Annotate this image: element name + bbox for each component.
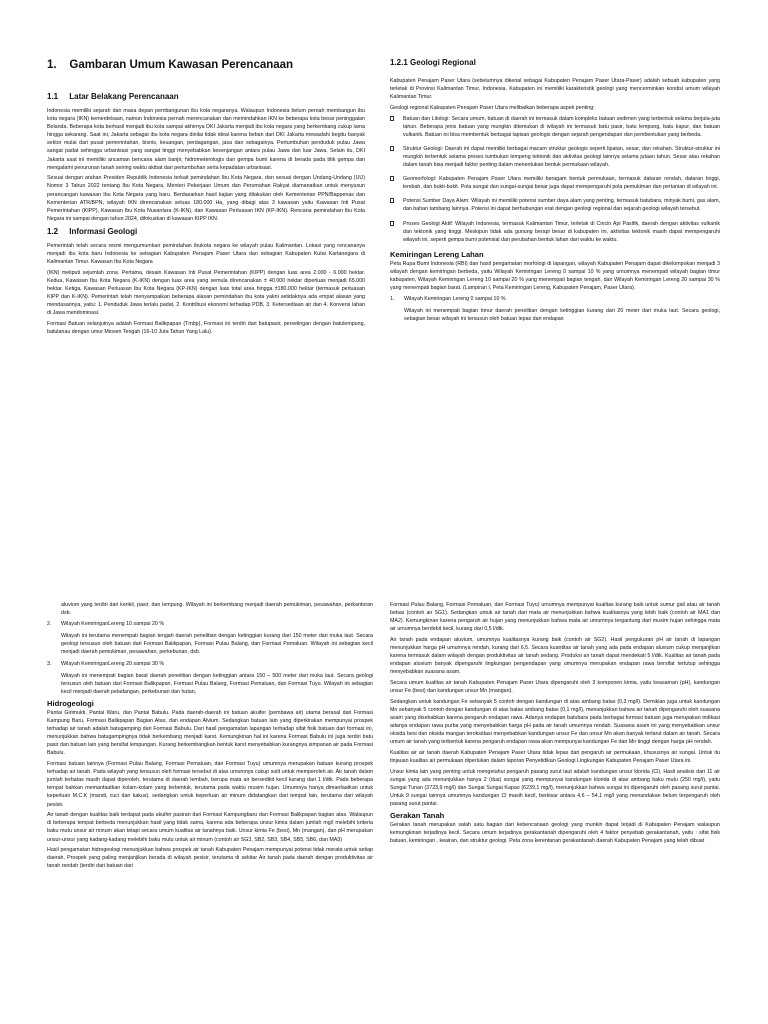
paragraph: aluvium yang terdiri dari kerikil, pasir, dan lempung. Wilayah ini berkembang menjadi daerah pemukiman, pesawahan, perkantoran dsb.	[61, 602, 373, 617]
paragraph: Kualitas air air tanah daerah Kabupaten Penajam Paser Utara tidak lepas dari pengaruh air permukaan, khususnya air sungai. Untuk itu tinjauan kualitas air permukaan diperlukan dalam laporan Penyelidikan Geologi Lingkungan Kabupaten Penajam Paser Utara ini.	[390, 749, 720, 765]
paragraph: Formasi Batuan selanjutnya adalah Formasi Balikpapan (Tmbp), Formasi ini terdiri dari batupasir, perselingan dengan batulempung, batulanau dengan umur Miosen Tengah (16-10 Juta Tahun Yang Lalu).	[47, 320, 365, 336]
geology-aspects-list	[390, 115, 720, 244]
list-item: Potensi Sumber Daya Alam: Wilayah ini memiliki potensi sumber daya alam yang penting, termasuk batubara, minyak bumi, gas alam, dan bahan tambang lainnya. Potensi ini dapat berhubungan erat dengan geologi regional dan sejarah geologi wilayah tersebut.	[390, 197, 720, 213]
paragraph: Pemerintah telah secara resmi mengumumkan pemindahan ibukota negara ke wilayah pulau Kalimantan. Lokasi yang rencananya menjadi ibu kota baru Indonesia ke sebagian Kabupaten Penajam Paser Utara dan sebagian Kabupaten Kutai Kartanegara di Kalimantan Timur. Kawasan Ibu Kota Negara	[47, 242, 365, 266]
paragraph: Air tanah dengan kualitas baik terdapat pada akuifer pasiran dari Formasi Kampungbaru dan Formasi Balikpapan bagian atas. Walaupun di beberapa tempat berbeda menunjukkan hasil yang tidak sama, karena ada beberapa unsur kimia dalam jumlah mg/l melebihi kriteria baku mutu unsur air minum akan tetapi secara umum kualitas air tanahnya baik. Unsur kimia Fe (besi), Mn (mangan), dan pH merupakan unsur-unsur yang kadang-kadang melebihi baku mutu untuk air minum (contoh air SG3, SB2, SB3, SB4, SB5, SB6, dan MA3)	[47, 812, 373, 843]
numbered-item: 2. Wilayah KemiringanLereng 10 sampai 20 %	[47, 621, 165, 628]
document-page-top	[0, 0, 768, 480]
paragraph: Wilayah ini terutama menempati bagian tengah daerah penelitian dengan ketinggian kurang dari 150 meter dari muka laut. Secara geologi tersusun oleh batuan dari Formasi Balikpapan, Formasi Pulau Balang, dan Formasi Pemaluan. Wilayah ini sebagian kecil menjadi daerah pemukiman, pesawahan, perkebunan, dsb.	[61, 633, 373, 656]
heading-hidrogeologi: Hidrogeologi	[47, 698, 94, 708]
list-item: Batuan dan Litologi: Secara umum, batuan di daerah ini termasuk dalam kompleks batuan sedimen yang terbentuk selama berjuta-juta tahun. Beberapa jenis batuan yang mungkin ditemukan di wilayah ini termasuk batu pasir, batu lempung, batu kapur, dan batuan vulkanik. Batuan ini bisa membentuk berbagai lapisan geologis dengan sejarah pengendapan dan pembentukan yang berbeda.	[390, 115, 720, 139]
paragraph: Air tanah pada endapan aluvium, umumnya kualitasnya kurang baik (contoh air SG2). Hasil pengukuran pH air tanah di lapangan menunjukkan harga pH umumnya rendah, kurang dari 6,5. Secara kuantitas air tanah yang ada pada endapan aluvium cukup menjanjikan karena termasuk dalam wilayah dengan produktivitas air tanah sedang. Produksi air tanah dapat mendekati 5 l/dtk. Kualitas air tanah pada endapan aluvium banyak dipengaruhi lingkungan pengendapan yang umumnya merupakan endapan rawa bersifat tertutup sehingga menyebabkan suasana asam.	[390, 636, 720, 676]
heading-kemiringan-lereng: Kemiringan Lereng Lahan	[390, 249, 484, 259]
paragraph: Wilayah ini menempati bagian timur daerah penelitian dengan ketinggian kurang dari 20 meter dari muka laut. Secara geologi, sebagian besar wilayah ini tersusun oleh batuan lepas dari endapan	[404, 308, 720, 323]
paragraph: Indonesia memiliki sejarah dan masa depan pembangunan ibu kota negaranya. Walaupun Indonesia belum pernah membangun ibu kota negara (IKN) kemerdekaan, namun Indonesia pernah merencanakan dan memindahkan IKN ke beberapa kota besar peninggalan Belanda. Beberapa kota berhasil menjadi ibu kota sampai akhirnya DKI Jakarta menjadi ibu kota negara yang berkembang cukup lama hingga sekarang. Saat ini, Jakarta sebagai ibu kota negara dinilai tidak ideal karena beban dari DKI Jakarta mewadahi begitu banyak sektor mulai dari pusat pemerintahan, bisnis, keuangan, perdagangan, jasa dan sebagainya. Pertumbuhan penduduk pulau Jawa sangat padat sehingga urbanisasi yang sangat tinggi menyebabkan kesenjangan antara pulau Jawa dan luar Jawa. Selain itu, DKI Jakarta saat ini memiliki ancaman bencana alam banjir, hidrometerologis dan gempa bumi karena di berada pada titik gempa dan mengalami penurunan tanah seiring waktu akibat dari pertumbuhan serta kepadatan urbanisasi.	[47, 108, 365, 171]
right-column-top	[390, 58, 720, 326]
paragraph: Sedangkan untuk kandungan Fe sebanyak 5 contoh dengan kandungan di atas ambang batas (0,3 mg/l). Demikian juga untuk kandungan Mn sebanyak 5 contoh dengan kandungan di atas batas ambang batas (0,1 mg/l), menunjukkan bahwa air tanah dipengaruhi oleh suasana asam yang disebabkan karena pengaruh endapan rawa. Adanya endapan batubara pada berbagai formasi batuan juga merupakan indikasi adanya endapan rawa purba yang menyebabkan harga pH pada air tanah umumnya rendah. Suasana asam ini yang menyebabkan unsur oksida besi dan oksida mangan teroksidasi menyebabkan kandungan unsur Fe dan unsur Mn akan banyak terlarut dalam air tanah. Secara umum air tanah yang terbentuk karena pengaruh endapan rawa akan mempunyai kandungan Fe dan Mn tinggi dengan harga pH rendah.	[390, 698, 720, 746]
paragraph: Peta Rupa Bumi Indonesia (RBI) dan hasil pengamatan morfologi di lapangan, wilayah Kabupaten Penajam dapat dikelompokan menjadi 3 wilayah dengan kemiringan berbeda, yaitu Wilayah Kemiringan Lereng 0 sampai 10 % yang umumnya menempati wilayah bagian timur kabupaten, Wilayah Kemiringan Lereng 10 sampai 20 % yang menempati bagian tengah, dan Wilayah Kemiringan Lereng 20 sampai 30 % yang menempati bagian barat. (Lampiran I, Peta Kemiringan Lereng, Kabupaten Penajam, Paser Utara).	[390, 260, 720, 292]
paragraph: (IKN) meliputi sejumlah zona. Pertama, desain Kawasan Inti Pusat Pemerintahan (KIPP) dengan luas area 2.000 - 6.000 hektar. Kedua, Kawasan Ibu Kota Negara (K-IKN) dengan luas area yang semula direncanakan ± 40.000 hektar diperluas menjadi 65.000 hektar. Ketiga, Kawasan Perluasan Ibu Kota Negara (KP-IKN) dengan luas total area hingga ±180.000 hektar (termasuk perluasan KIPP dan K-IKN). Pemerintah telah menyampaikan beberapa alasan pemindahan ibu kota yakni setidaknya ada empat alasan yang mendasarinya, yaitu: 1. Penduduk Jawa terlalu padat, 2. Kontribusi ekonomi terhadap PDB, 3. Ketersediaan air dan 4. Konversi lahan di Jawa mendominasi.	[47, 269, 365, 317]
paragraph: Pantai Girimukti, Pantai Waru, dan Pantai Babulu. Pada daerah-daerah ini batuan akuifer (pembawa air) utama berasal dari Formasi Kampung Baru, Formasi Balikpapan Bagian Atas, dan endapan Alvium. Sedangkan batuan lain yang diperkirakan mempunyai prospek terhadap air tanah adalah batugamping dari Formasi Babulu. Dari hasil pengamatan lapangan terhadap sifat fisik batuan dari formasi ini, menunjukkan bahwa batugampingnya tidak berkembang menjadi karst. Kemungkinan hal ini karena Formasi Babulu ini juga terdiri batu pasir dan batuan lain yang bersifat lempungan. Kurang berkembangkan bentuk karst menyebabkan kurangnya simpanan air pada Formasi Babulu.	[47, 709, 373, 757]
paragraph: Formasi Pulau Balang, Formasi Pemaluan, dan Formasi Tuyu) umumnya mempunyai kualitas kurang baik untuk sumur gali atau air tanah bebas (contoh air SG1). Sedangkan untuk air tanah dari mata air menunjukkan bahwa kualitasnya yang lebih baik (contoh air MA1 dan MA2). Kemungkinan karena pengaruh air hujan yang menunjukkan bahwa mata air umumnya tergantung dari musim hujan sehingga mata air umumnya berdebit kecil, kurang dari 0,5 l/dtk.	[390, 602, 720, 633]
numbered-item: 1. Wilayah Kemiringan Lereng 0 sampai 10 %	[390, 296, 506, 303]
paragraph: Sesuai dengan arahan Presiden Republik Indonesia terkait pemindahan Ibu Kota Negara, dan sesuai dengan Undang-Undang (UU) Nomor 3 Tahun 2022 tentang Ibu Kota Negara, Menteri Pekerjaan Umum dan Perumahan Rakyat diamanatkan untuk menyusun perancangan kawasan Ibu Kota Negara yang baru. Berdasarkan hasil kajian yang dilakukan oleh Kementerian PPN/Bappenas dan Kementerian ATR/BPN, wilayah IKN direncanakan seluas 180.000 Ha, yang dibagi atas 3 kawasan yaitu Kawasan Inti Pusat Pemerintahan (KIPP), Kawasan Ibu Kota Nusantara (K-IKN), dan Kawasan Perluasan IKN (KP-IKN). Rencana pemindahan Ibu Kota Negara ini sampai dengan tahun 2024, difokuskan di kawasan KIPP IKN.	[47, 175, 365, 222]
numbered-item: 3. Wilayah KemiringanLereng 20 sampai 30 %	[47, 660, 165, 667]
right-column-bottom	[390, 601, 720, 848]
list-item: Geomorfologi: Kabupaten Penajam Paser Utara memiliki beragam bentuk permukaan, termasuk dataran rendah, dataran tinggi, lembah, dan bukit-bukit. Pola sungai dan sungai-sungai besar juga dapat mempengaruhi pola pemukiman dan pertanian di wilayah ini.	[390, 175, 720, 191]
section-title-1-2: 1.2 Informasi Geologi	[47, 226, 138, 236]
bullet-box-icon	[390, 198, 394, 203]
bullet-box-icon	[390, 146, 394, 151]
paragraph: Kabupaten Penajam Paser Utara (sebelumnya dikenal sebagai Kabupaten Penajam Paser Utara-Paser) adalah sebuah kabupaten yang terletak di Provinsi Kalimantan Timur, Indonesia. Kabupaten ini memiliki karakteristik geologi yang mencerminkan kondisi umum wilayah Kalimantan Timur.	[390, 78, 720, 101]
page-gap	[0, 480, 768, 596]
heading-gerakan-tanah: Gerakan Tanah	[390, 811, 445, 821]
section-title-1-1: 1.1 Latar Belakang Perencanaan	[47, 92, 179, 101]
paragraph: Gerakan tanah merupakan salah satu bagian dari kebencanaan geologi yang munkin dapat terjadi di Kabupaten Penajam walaupun kemungkinan terjadinya kecil. Secara umum terjadinya gerakantanah dipengaruhi oleh 4 faktor penyebab gerakantanah, yaitu : sifat fisik batuan, kemiringan , keairan, dan struktur geologi. Peta zona kerentanan gerakantanah daerah Kabupaten Penajam yang telah dibuat	[390, 822, 720, 845]
paragraph: Secara umum kualitas air tanah Kabupaten Penajam Paser Utara dipengaruhi oleh 3 komponen kimia, yaitu keasaman (pH), kandungan unsur Fe (besi) dan kandungan unsur Mn (mangan).	[390, 680, 720, 695]
chapter-title: 1. Gambaran Umum Kawasan Perencanaan	[47, 59, 294, 71]
paragraph: Wilayah ini menempati bagian barat daerah penelitian dengan ketinggian antara 150 – 500 meter dari muka laut. Secara geologi tersusun oleh batuan dari Formasi Balikpapan, Formasi Pulau Balang, Formasi Pemaluan, dan Formasi Tuyu. Wilayah ini sebagian kecil menjadi daerah peladangan, perkebunan dan hutan,	[61, 672, 373, 695]
list-item: Proses Geologi Aktif: Wilayah Indonesia, termasuk Kalimantan Timur, terletak di Cincin Api Pasifik, daerah dengan aktivitas vulkanik dan tektonik yang tinggi. Meskipun tidak ada gunung berapi besar di kabupaten ini, aktivitas tektonik masih dapat mempengaruhi wilayah ini, seperti gempa bumi potensial dan perubahan bentuk lahan dari waktu ke waktu.	[390, 220, 720, 244]
left-column-top	[47, 58, 365, 339]
left-column-bottom	[47, 601, 373, 873]
paragraph: Geologi regional Kabupaten Penajam Paser Utara melibatkan beberapa aspek penting:	[390, 104, 595, 111]
bullet-box-icon	[390, 221, 394, 226]
section-title-1-2-1: 1.2.1 Geologi Regional	[390, 58, 476, 67]
bullet-box-icon	[390, 176, 394, 181]
paragraph: Hasil pengamatan hidrogeologi menunjukkan bahwa prospek air tanah Kabupaten Penajam mempunyai potensi tidak merata untuk setiap daerah. Prospek yang paling menjanjikan berada di wilayah pesisir, terutama di sekitar Air tanah pada daerah dengan produktivitas air tanah rendah (terdiri dari batuan dari	[47, 847, 373, 870]
document-page-bottom	[0, 596, 768, 1024]
bullet-box-icon	[390, 116, 394, 121]
paragraph: Unsur kimia lain yang penting untuk mengetahui pengaruh pasang surut laut adalah kandungan unsur klorida (Cl). Hasil analisis dari 11 air sungai yang ada menunjukkan hanya 2 (dua) sungai yang mempunyai kandungan klorida di atas ambang baku mutu (250 mg/l), yaitu Sungai Tunan (3723,9 mg/l) dan Sungai Sungai Kapao (6239,1 mg/l), menunjukkan bahwa sungai ini dipengaruhi oleh pasang surut pantai. Untuk 9 sungai lainnya umumnya kandungan Cl masih kecil, berkisar antara 4,6 – 54,1 mg/l yang menandakan belum terpengaruh oleh pasang surut pantai.	[390, 768, 720, 808]
list-item: Struktur Geologi: Daerah ini dapat memiliki berbagai macam struktur geologis seperti lipatan, sesar, dan rekahan. Struktur-struktur ini mungkin terbentuk selama proses tumbukan lempeng tektonik dan aktivitas geologi lainnya selama jutaan tahun. Sesar atau rekahan dalam tanah bisa menjadi faktor penting dalam menentukan bentuk permukaan wilayah.	[390, 145, 720, 169]
paragraph: Formasi batuan lainnya (Formasi Pulau Balang, Formasi Pemaluan, dan Formasi Tuyu) umumnya merupakan batuan kurang prospek terhadap air tanah. Pada wilayah yang tersusun oleh formasi tersebut di atas umumnya cukup sulit untuk memperoleh air. Air tanah dalam jumlah terbatas masih dapat diperoleh, terutama di daerah lembah, berupa mata air bersedikit kecil kurang dari 1 l/dtk. Pada beberapa tempat bahkan memanfaatkan kolam-kolam yang terbentuk, terutama pada waktu musim hujan. Umumnya hanya dimanfaatkan untuk keperluan M.C.K (mandi, cuci dan kakus), sedangkan untuk keperluan air minum didatangkan dari tempat lain, terutama dari wilayah pesisir.	[47, 761, 373, 808]
